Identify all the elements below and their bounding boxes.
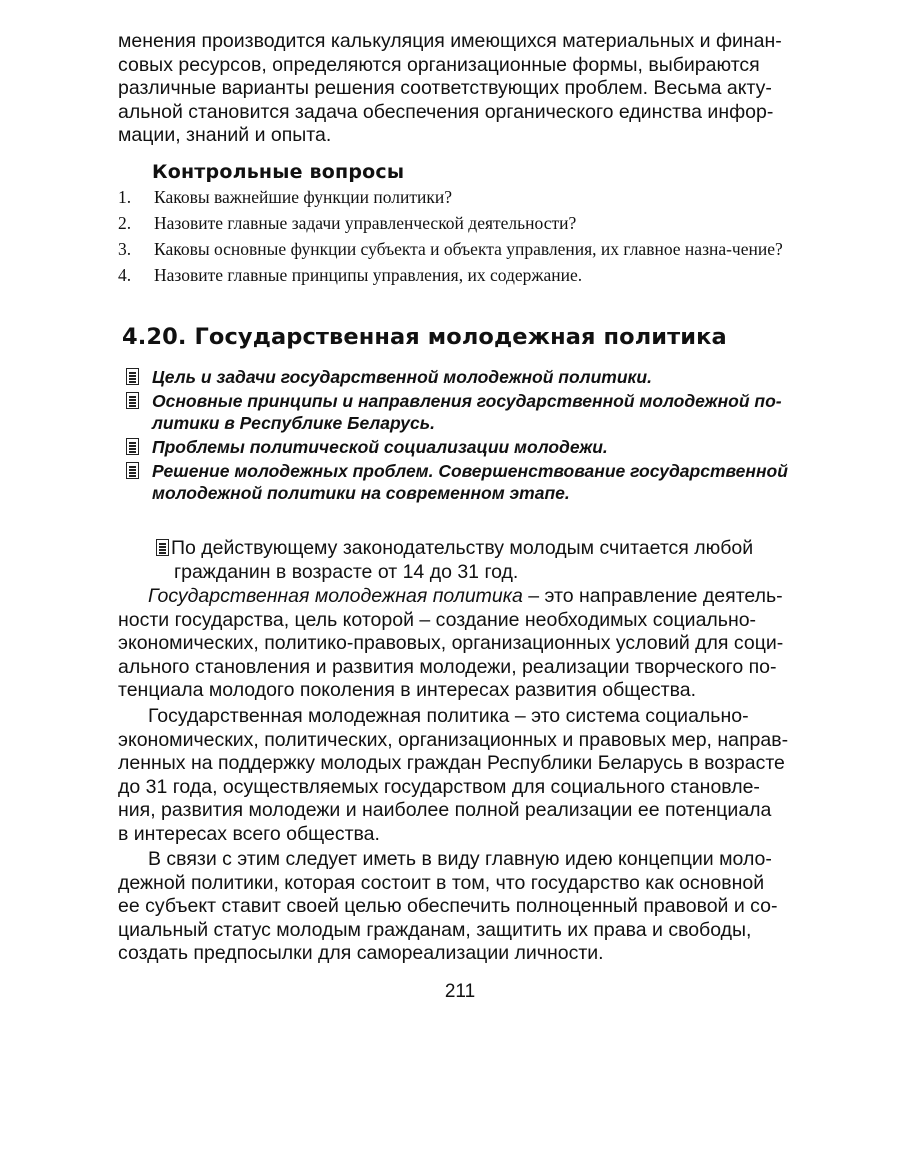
outline-text: Решение молодежных проблем. Совершенствование государственной молодежной политики на современном этапе. [152,461,788,503]
question-item [118,186,808,208]
section-title: 4.20. Государственная молодежная политика [122,324,727,350]
section-outline [126,366,806,506]
text-line: дежной политики, которая состоит в том, что государство как основной [118,871,765,894]
question-item [118,264,808,286]
law-note [156,537,806,584]
text-line: совых ресурсов, определяются организационные формы, выбираются [118,53,760,76]
question-number: 4. [118,265,132,285]
text-line: Государственная молодежная политика – это система социально- [148,705,749,727]
document-icon [126,438,139,455]
text-line: ее субъект ставит своей целью обеспечить полноценный правовой и со- [118,895,778,917]
document-icon [156,539,169,556]
outline-item [126,366,806,388]
text-line: альной становится задача обеспечения органического единства инфор- [118,100,774,123]
text-line: экономических, политических, организационных и правовых мер, направ- [118,728,789,751]
outline-text: Основные принципы и направления государственной молодежной по-литики в Республике Беларусь. [152,391,782,433]
text-line [118,585,798,609]
definition-paragraph [118,585,798,703]
definition-text: – это направление деятель- [522,585,783,607]
document-icon [126,392,139,409]
question-text: Каковы основные функции субъекта и объекта управления, их главное назна-чение? [154,239,783,259]
text-line: тенциала молодого поколения в интересах развития общества. [118,679,696,701]
questions-list [118,186,808,290]
outline-item [126,460,806,504]
question-number: 3. [118,239,132,259]
text-line: создать предпосылки для самореализации личности. [118,942,604,964]
text-line: мации, знаний и опыта. [118,124,332,146]
text-line: ности государства, цель которой – создание необходимых социально- [118,608,757,631]
question-item [118,238,808,260]
text-line: в интересах всего общества. [118,822,380,845]
outline-item [126,390,806,434]
document-icon [126,462,139,479]
questions-heading: Контрольные вопросы [152,161,405,183]
text-line: до 31 года, осуществляемых государством для социального становле- [118,775,760,798]
text-line: ния, развития молодежи и наиболее полной реализации ее потенциала [118,799,772,821]
question-text: Каковы важнейшие функции политики? [154,187,452,207]
outline-item [126,436,806,458]
text-line: ленных на поддержку молодых граждан Республики Беларусь в возрасте [118,752,785,774]
text-line: различные варианты решения соответствующих проблем. Весьма акту- [118,77,772,99]
intro-paragraph [118,30,798,148]
question-text: Назовите главные принципы управления, их содержание. [154,265,583,285]
defined-term: Государственная молодежная политика [148,585,523,607]
law-note-line: гражданин в возрасте от 14 до 31 год. [174,560,519,583]
page-number: 211 [444,981,476,1002]
text-line: циальный статус молодым гражданам, защитить их права и свободы, [118,918,752,941]
law-note-line: По действующему законодательству молодым считается любой [171,537,754,559]
text-line: ального становления и развития молодежи, реализации творческого по- [118,655,777,678]
question-item [118,212,808,234]
text-line: экономических, политико-правовых, организационных условий для соци- [118,632,784,654]
policy-paragraph [118,705,798,846]
concept-paragraph [118,848,798,966]
text-line: менения производится калькуляция имеющихся материальных и финан- [118,30,782,52]
question-text: Назовите главные задачи управленческой деятельности? [154,213,577,233]
outline-text: Проблемы политической социализации молодежи. [152,437,608,457]
outline-text: Цель и задачи государственной молодежной политики. [152,367,652,387]
question-number: 2. [118,213,132,233]
text-line: В связи с этим следует иметь в виду главную идею концепции моло- [148,848,772,870]
document-icon [126,368,139,385]
question-number: 1. [118,187,132,207]
